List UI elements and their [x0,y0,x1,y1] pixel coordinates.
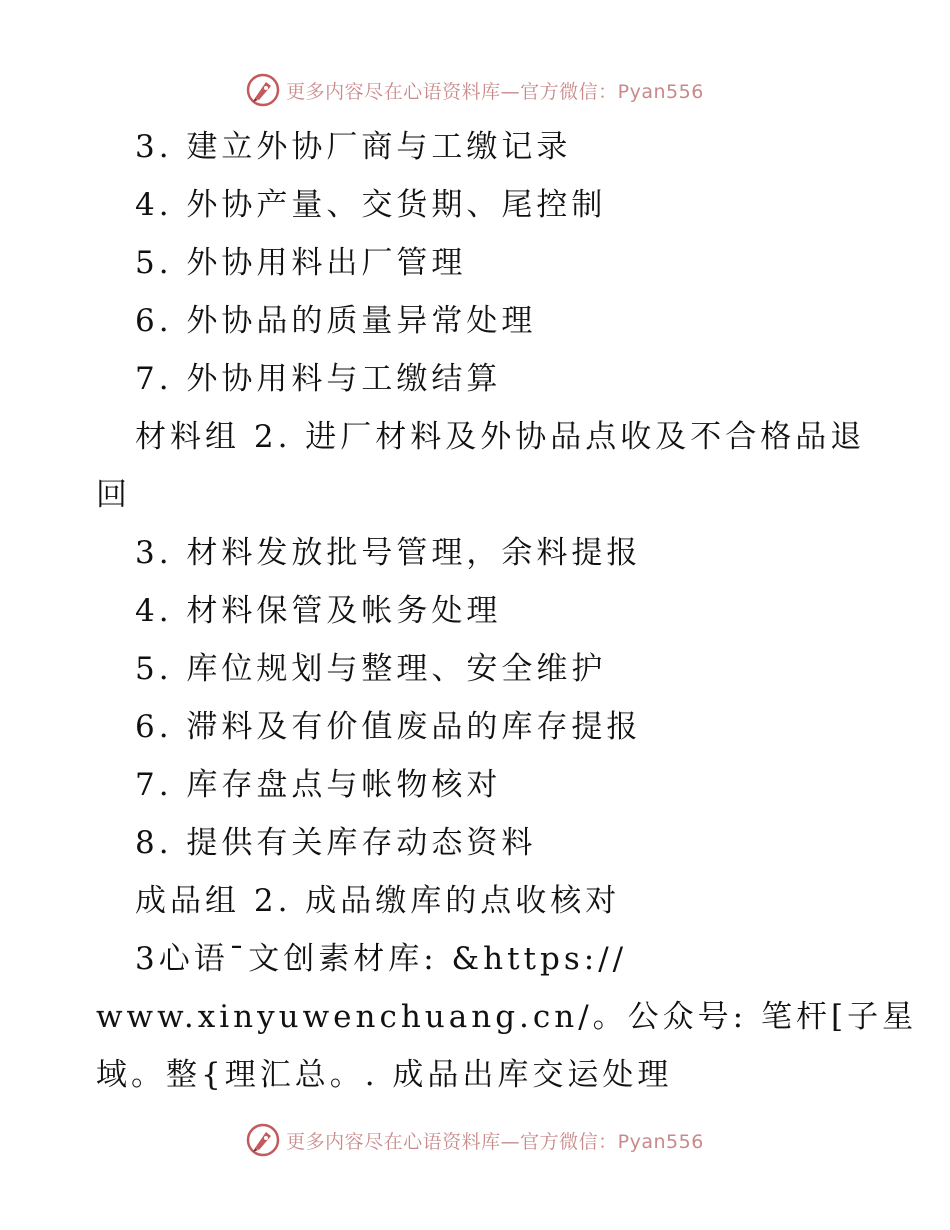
text-line-continuation: 回 [96,477,131,513]
text-line: 7. 库存盘点与帐物核对 [135,767,502,803]
text-line-continuation: 域。整{理汇总。. 成品出库交运处理 [96,1057,673,1093]
text-line: 4. 材料保管及帐务处理 [135,593,502,629]
text-line: 6. 滞料及有价值废品的库存提报 [135,709,642,745]
document-body [0,118,950,1104]
text-line: 5. 库位规划与整理、安全维护 [135,651,607,687]
footer-watermark-text: 更多内容尽在心语资料库—官方微信：Pyan556 [286,1130,704,1153]
text-line: 3. 建立外协厂商与工缴记录 [135,129,572,165]
text-line: 3心语¯文创素材库: &https:// [135,941,628,977]
text-line: 6. 外协品的质量异常处理 [135,303,537,339]
text-line: 4. 外协产量、交货期、尾控制 [135,187,607,223]
footer-watermark [0,1120,950,1160]
text-line: 8. 提供有关库存动态资料 [135,825,537,861]
header-watermark-text: 更多内容尽在心语资料库—官方微信：Pyan556 [286,80,704,103]
text-line-continuation: www.xinyuwenchuang.cn/。公众号: 笔杆[子星 [96,999,918,1035]
pen-logo-icon [246,1123,280,1157]
text-line: 7. 外协用料与工缴结算 [135,361,502,397]
header-watermark [0,70,950,110]
pen-logo-icon [246,73,280,107]
section-heading-finished-goods: 成品组 2. 成品缴库的点收核对 [135,883,621,919]
section-heading-materials: 材料组 2. 进厂材料及外协品点收及不合格品退 [135,419,866,455]
text-line: 5. 外协用料出厂管理 [135,245,467,281]
text-line: 3. 材料发放批号管理，余料提报 [135,535,642,571]
